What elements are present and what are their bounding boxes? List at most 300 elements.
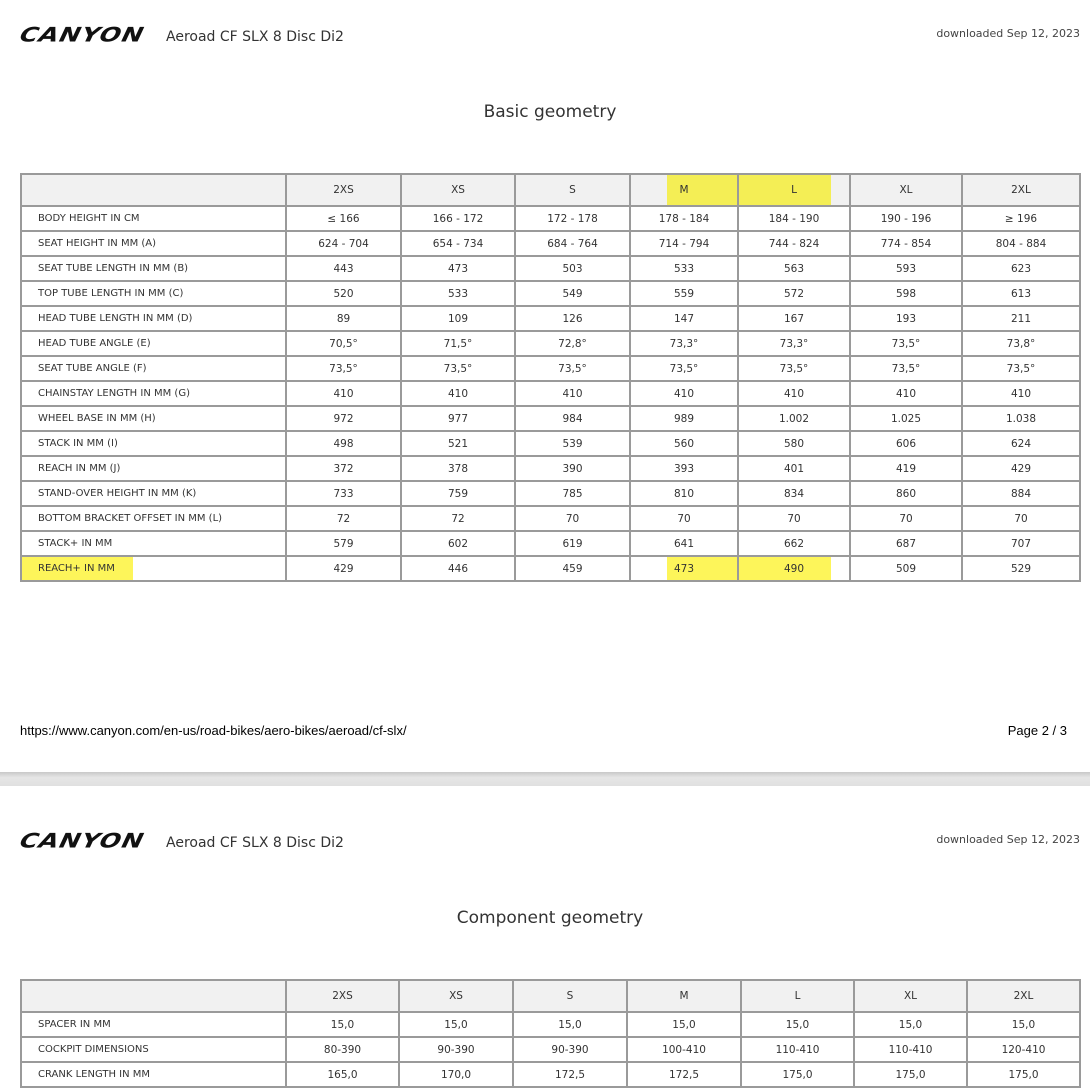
cell-text: 73,5° (669, 362, 699, 375)
cell-text: 172,5 (668, 1068, 700, 1081)
cell-text: 539 (562, 437, 583, 450)
table-cell (401, 406, 515, 431)
cell-text: 166 - 172 (432, 212, 484, 225)
cell-text: 90-390 (437, 1043, 475, 1056)
row-label (21, 556, 286, 581)
table-cell (630, 456, 738, 481)
table-cell (962, 406, 1080, 431)
cell-text: 977 (447, 412, 469, 425)
table-cell (286, 331, 401, 356)
cell-text: 165,0 (327, 1068, 358, 1081)
column-header (286, 980, 399, 1012)
cell-text: 90-390 (551, 1043, 589, 1056)
table-row (21, 306, 1080, 331)
table-cell (401, 431, 515, 456)
cell-text: 559 (673, 287, 695, 300)
table-cell (738, 406, 850, 431)
table-cell (962, 556, 1080, 581)
table-cell (286, 206, 401, 231)
table-cell (513, 1012, 627, 1037)
cell-text: 15,0 (444, 1018, 468, 1031)
cell-text: 73,5° (779, 362, 809, 375)
table-cell (967, 1062, 1080, 1087)
cell-text: 70 (1014, 512, 1028, 525)
table-cell (515, 381, 630, 406)
cell-text: 2XS (332, 990, 353, 1002)
cell-text: 15,0 (785, 1018, 810, 1031)
row-label (21, 331, 286, 356)
cell-text: S (566, 990, 574, 1002)
table-cell (630, 556, 738, 581)
cell-text: 984 (562, 412, 583, 425)
table-cell (401, 306, 515, 331)
cell-text: 72,8° (558, 337, 587, 350)
cell-text: 410 (447, 387, 469, 400)
table-cell (401, 531, 515, 556)
table-cell (513, 1062, 627, 1087)
cell-text: 401 (783, 462, 805, 475)
column-header (630, 174, 738, 206)
table-cell (399, 1012, 513, 1037)
cell-text: 193 (895, 312, 917, 325)
table-cell (741, 1012, 854, 1037)
table-row (21, 481, 1080, 506)
table-cell (850, 381, 962, 406)
cell-text: 73,5° (891, 362, 921, 375)
table-cell (401, 281, 515, 306)
table-cell (850, 431, 962, 456)
cell-text: 490 (783, 562, 805, 575)
table-row (21, 281, 1080, 306)
cell-text: XL (899, 184, 913, 196)
table-cell (854, 1062, 967, 1087)
cell-text: 378 (447, 462, 469, 475)
table-cell (399, 1062, 513, 1087)
table-cell (738, 456, 850, 481)
cell-text: 662 (783, 537, 805, 550)
table-cell (399, 1037, 513, 1062)
cell-text: 100-410 (662, 1043, 706, 1056)
cell-text: 89 (336, 312, 351, 325)
table-row (21, 356, 1080, 381)
table-cell (967, 1012, 1080, 1037)
cell-text: SPACER IN MM (38, 1019, 111, 1030)
cell-text: 521 (447, 437, 469, 450)
table-cell (738, 556, 850, 581)
table-cell (738, 506, 850, 531)
row-label (21, 431, 286, 456)
cell-text: 498 (333, 437, 354, 450)
cell-text: 15,0 (898, 1018, 923, 1031)
cell-text: 73,8° (1006, 337, 1036, 350)
cell-text: 624 (1010, 437, 1032, 450)
cell-text: 759 (447, 487, 469, 500)
cell-text: 175,0 (895, 1068, 926, 1081)
cell-text: 624 - 704 (318, 237, 369, 250)
section-heading: Component geometry (456, 908, 644, 928)
table-cell (850, 256, 962, 281)
table-cell (286, 456, 401, 481)
table-cell (515, 481, 630, 506)
cell-text: 410 (895, 387, 917, 400)
cell-text: 560 (673, 437, 695, 450)
table-cell (738, 306, 850, 331)
cell-text: 70 (899, 512, 913, 525)
cell-text: 15,0 (672, 1018, 696, 1031)
table-cell (627, 1012, 741, 1037)
cell-text: 744 - 824 (768, 237, 820, 250)
cell-text: XS (451, 184, 465, 196)
cell-text: M (679, 184, 689, 196)
header-row (21, 174, 1080, 206)
table-cell (286, 506, 401, 531)
cell-text: 419 (895, 462, 917, 475)
cell-text: REACH+ IN MM (38, 563, 115, 574)
row-label (21, 256, 286, 281)
table-cell (850, 506, 962, 531)
table-cell (850, 456, 962, 481)
table-row (21, 381, 1080, 406)
cell-text: 73,5° (329, 362, 358, 375)
table-cell (630, 306, 738, 331)
table-cell (515, 306, 630, 331)
cell-text: 15,0 (330, 1018, 355, 1031)
table-cell (630, 481, 738, 506)
table-cell (401, 506, 515, 531)
cell-text: HEAD TUBE LENGTH IN MM (D) (38, 313, 193, 324)
cell-text: 446 (447, 562, 469, 575)
table-row (21, 556, 1080, 581)
cell-text: 72 (451, 512, 465, 525)
column-header (515, 174, 630, 206)
table-cell (515, 406, 630, 431)
table-cell (738, 356, 850, 381)
table-cell (962, 381, 1080, 406)
cell-text: 563 (783, 262, 805, 275)
table-cell (515, 531, 630, 556)
row-label (21, 1037, 286, 1062)
table-cell (286, 306, 401, 331)
table-cell (515, 556, 630, 581)
cell-text: 73,5° (558, 362, 587, 375)
cell-text: 714 - 794 (658, 237, 710, 250)
cell-text: SEAT TUBE LENGTH IN MM (B) (38, 263, 189, 274)
table-cell (515, 331, 630, 356)
cell-text: 579 (333, 537, 354, 550)
table-row (21, 406, 1080, 431)
table-cell (850, 481, 962, 506)
row-label (21, 281, 286, 306)
cell-text: 184 - 190 (768, 212, 820, 225)
page-url: https://www.canyon.com/en-us/road-bikes/aero-bikes/aeroad/cf-slx/ (20, 723, 407, 738)
cell-text: 172,5 (554, 1068, 586, 1081)
table-cell (515, 206, 630, 231)
table-cell (962, 206, 1080, 231)
cell-text: 110-410 (888, 1043, 933, 1056)
table-cell (286, 406, 401, 431)
table-cell (515, 506, 630, 531)
row-label (21, 306, 286, 331)
cell-text: 410 (1010, 387, 1032, 400)
table-cell (962, 531, 1080, 556)
table-cell (286, 231, 401, 256)
table-row (21, 1037, 1080, 1062)
table-cell (401, 206, 515, 231)
table-cell (630, 256, 738, 281)
table-cell (286, 381, 401, 406)
cell-text: L (791, 184, 797, 196)
table-cell (286, 1012, 399, 1037)
table-cell (738, 231, 850, 256)
cell-text: 178 - 184 (658, 212, 710, 225)
cell-text: BOTTOM BRACKET OFFSET IN MM (L) (38, 513, 223, 524)
table-row (21, 431, 1080, 456)
highlight-mark (739, 175, 831, 205)
table-cell (850, 356, 962, 381)
table-cell (854, 1037, 967, 1062)
table-cell (286, 356, 401, 381)
cell-text: 834 (783, 487, 805, 500)
table-cell (630, 381, 738, 406)
table-cell (850, 306, 962, 331)
cell-text: 549 (562, 287, 583, 300)
table-cell (630, 331, 738, 356)
table-cell (627, 1037, 741, 1062)
table-cell (854, 1012, 967, 1037)
table-cell (630, 356, 738, 381)
table-cell (962, 331, 1080, 356)
cell-text: 410 (673, 387, 695, 400)
row-label (21, 356, 286, 381)
cell-text: 684 - 764 (547, 237, 598, 250)
cell-text: 1.002 (778, 412, 810, 425)
table-cell (850, 281, 962, 306)
cell-text: 70 (565, 512, 580, 525)
table-cell (741, 1062, 854, 1087)
row-label (21, 1062, 286, 1087)
cell-text: WHEEL BASE IN MM (H) (38, 413, 156, 424)
cell-text: 473 (447, 262, 469, 275)
table-cell (738, 481, 850, 506)
component-geometry-table (20, 979, 1081, 1088)
cell-text: 410 (333, 387, 354, 400)
cell-text: XS (449, 990, 463, 1002)
column-header (21, 174, 286, 206)
cell-text: 429 (1010, 462, 1032, 475)
table-cell (286, 431, 401, 456)
table-row (21, 231, 1080, 256)
cell-text: 2XL (1013, 990, 1034, 1002)
cell-text: 175,0 (1008, 1068, 1039, 1081)
header-row (21, 980, 1080, 1012)
cell-text: 598 (895, 287, 917, 300)
cell-text: 602 (447, 537, 469, 550)
cell-text: 860 (895, 487, 917, 500)
table-cell (286, 1062, 399, 1087)
cell-text: 190 - 196 (880, 212, 932, 225)
table-cell (962, 281, 1080, 306)
section-heading: Basic geometry (483, 102, 617, 122)
cell-text: 613 (1010, 287, 1032, 300)
cell-text: S (569, 184, 576, 196)
table-cell (738, 331, 850, 356)
table-row (21, 206, 1080, 231)
row-label (21, 1012, 286, 1037)
cell-text: 774 - 854 (880, 237, 932, 250)
table-cell (630, 506, 738, 531)
cell-text: 211 (1010, 312, 1032, 325)
table-cell (962, 481, 1080, 506)
row-label (21, 456, 286, 481)
cell-text: ≥ 196 (1004, 212, 1038, 225)
table-cell (286, 556, 401, 581)
cell-text: 71,5° (443, 337, 473, 350)
table-cell (286, 256, 401, 281)
table-cell (286, 481, 401, 506)
cell-text: STAND-OVER HEIGHT IN MM (K) (38, 488, 197, 499)
page-separator (0, 772, 1090, 786)
cell-text: 533 (673, 262, 695, 275)
table-cell (515, 281, 630, 306)
table-cell (738, 431, 850, 456)
table-row (21, 506, 1080, 531)
column-header (967, 980, 1080, 1012)
column-header (21, 980, 286, 1012)
table-cell (738, 381, 850, 406)
table-cell (630, 531, 738, 556)
table-cell (401, 481, 515, 506)
cell-text: 572 (783, 287, 805, 300)
column-header (286, 174, 401, 206)
cell-text: 120-410 (1001, 1043, 1046, 1056)
row-label (21, 506, 286, 531)
table-cell (962, 431, 1080, 456)
cell-text: 1.038 (1005, 412, 1037, 425)
table-cell (850, 406, 962, 431)
table-cell (515, 231, 630, 256)
table-cell (630, 406, 738, 431)
column-header (741, 980, 854, 1012)
document-title: Aeroad CF SLX 8 Disc Di2 (166, 29, 344, 45)
table-cell (401, 456, 515, 481)
cell-text: 15,0 (1011, 1018, 1036, 1031)
table-cell (286, 1037, 399, 1062)
cell-text: 147 (673, 312, 695, 325)
table-row (21, 256, 1080, 281)
table-cell (401, 256, 515, 281)
cell-text: 687 (895, 537, 917, 550)
cell-text: 73,5° (891, 337, 921, 350)
table-cell (401, 556, 515, 581)
table-row (21, 456, 1080, 481)
table-cell (850, 206, 962, 231)
table-cell (738, 256, 850, 281)
row-label (21, 406, 286, 431)
cell-text: STACK+ IN MM (38, 538, 113, 549)
table-cell (401, 356, 515, 381)
download-date: downloaded Sep 12, 2023 (936, 833, 1080, 846)
row-label (21, 381, 286, 406)
basic-geometry-table (20, 173, 1081, 582)
cell-text: 707 (1010, 537, 1032, 550)
cell-text: 73,5° (1006, 362, 1036, 375)
table-cell (850, 556, 962, 581)
row-label (21, 531, 286, 556)
column-header (627, 980, 741, 1012)
cell-text: TOP TUBE LENGTH IN MM (C) (38, 288, 184, 299)
cell-text: SEAT HEIGHT IN MM (A) (38, 238, 157, 249)
cell-text: L (794, 990, 801, 1002)
cell-text: 170,0 (440, 1068, 472, 1081)
cell-text: XL (903, 990, 918, 1002)
column-header (854, 980, 967, 1012)
table-cell (962, 231, 1080, 256)
row-label (21, 481, 286, 506)
pdf-page-3 (0, 786, 1090, 1087)
table-cell (967, 1037, 1080, 1062)
table-cell (515, 356, 630, 381)
table-cell (630, 206, 738, 231)
table-cell (401, 331, 515, 356)
cell-text: 429 (333, 562, 354, 575)
cell-text: 473 (673, 562, 695, 575)
cell-text: 593 (895, 262, 917, 275)
table-cell (962, 456, 1080, 481)
cell-text: 509 (895, 562, 917, 575)
table-cell (401, 231, 515, 256)
page-number: Page 2 / 3 (1007, 723, 1067, 738)
cell-text: BODY HEIGHT IN CM (38, 213, 140, 224)
highlight-mark (667, 175, 737, 205)
cell-text: 410 (562, 387, 583, 400)
row-label (21, 231, 286, 256)
table-cell (286, 281, 401, 306)
cell-text: 70 (677, 512, 691, 525)
cell-text: 15,0 (558, 1018, 582, 1031)
table-cell (850, 531, 962, 556)
table-cell (630, 431, 738, 456)
cell-text: 70,5° (329, 337, 358, 350)
cell-text: 884 (1010, 487, 1032, 500)
cell-text: 410 (783, 387, 805, 400)
table-cell (630, 231, 738, 256)
table-cell (962, 306, 1080, 331)
cell-text: SEAT TUBE ANGLE (F) (38, 363, 147, 374)
table-cell (513, 1037, 627, 1062)
document-title: Aeroad CF SLX 8 Disc Di2 (166, 835, 344, 851)
download-date: downloaded Sep 12, 2023 (936, 27, 1080, 40)
cell-text: 804 - 884 (995, 237, 1047, 250)
cell-text: STACK IN MM (I) (38, 438, 118, 449)
cell-text: 619 (562, 537, 583, 550)
table-cell (286, 531, 401, 556)
table-cell (515, 456, 630, 481)
cell-text: 72 (336, 512, 351, 525)
column-header (401, 174, 515, 206)
cell-text: 393 (673, 462, 695, 475)
cell-text: 580 (783, 437, 805, 450)
cell-text: 459 (562, 562, 583, 575)
cell-text: 73,3° (779, 337, 809, 350)
column-header (850, 174, 962, 206)
cell-text: REACH IN MM (J) (38, 463, 121, 474)
cell-text: 972 (333, 412, 354, 425)
cell-text: 529 (1010, 562, 1032, 575)
cell-text: 520 (333, 287, 354, 300)
cell-text: ≤ 166 (327, 212, 360, 225)
table-row (21, 1062, 1080, 1087)
cell-text: 989 (673, 412, 695, 425)
